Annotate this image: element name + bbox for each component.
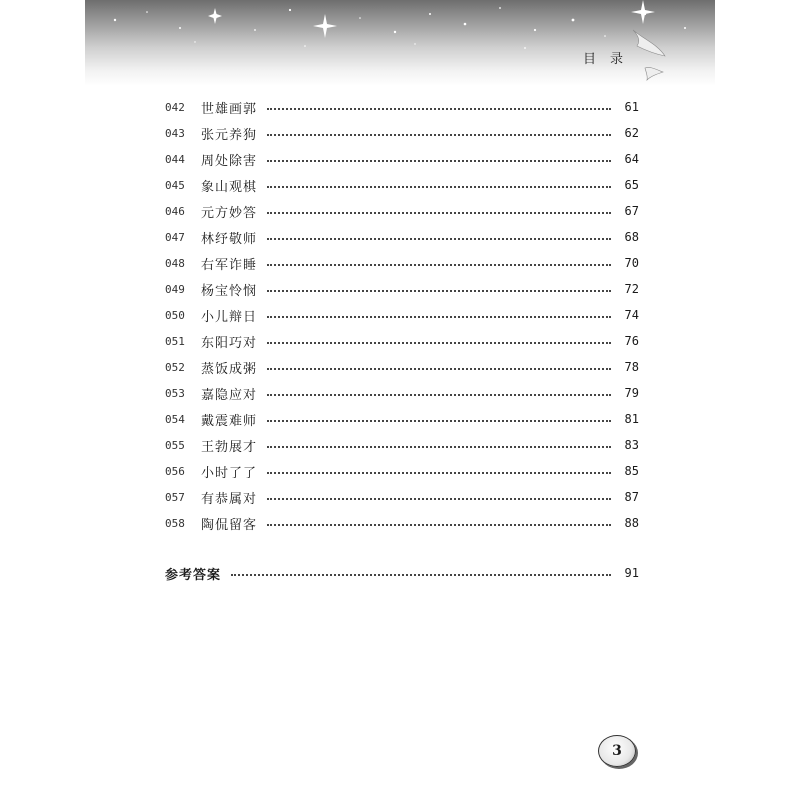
dot-leader [267,498,611,500]
entry-number: 043 [165,126,185,140]
entry-title: 东阳巧对 [201,335,258,351]
dot-leader [267,342,611,344]
entry-page: 83 [624,438,639,452]
entry-number: 051 [165,334,185,348]
dove-icon [633,30,665,80]
entry-title: 蒸饭成粥 [201,361,258,377]
entry-number: 052 [165,360,185,374]
answers-title: 参考答案 [165,567,222,583]
toc-entry [165,354,639,380]
dot-leader [267,160,611,162]
dot-leader [267,134,611,136]
page-number-badge [598,735,636,767]
dot-leader [267,316,611,318]
entry-title: 元方妙答 [201,205,258,221]
dot-leader [267,446,611,448]
entry-number: 050 [165,308,185,322]
entry-page: 61 [624,100,639,114]
toc-entry [165,406,639,432]
dot-leader [231,574,611,576]
toc-entry [165,120,639,146]
entry-page: 87 [624,490,639,504]
book-page [85,0,715,800]
dot-leader [267,524,611,526]
entry-number: 057 [165,490,185,504]
entry-number: 046 [165,204,185,218]
entry-number: 047 [165,230,185,244]
dot-leader [267,108,611,110]
entry-number: 058 [165,516,185,530]
entry-title: 小儿辩日 [201,309,258,325]
toc-entry [165,302,639,328]
toc-entry [165,484,639,510]
entry-page: 68 [624,230,639,244]
dot-leader [267,394,611,396]
dot-leader [267,264,611,266]
page-header-title: 目录 [582,52,637,67]
toc-entry [165,276,639,302]
toc-entry [165,510,639,536]
entry-number: 042 [165,100,185,114]
toc-entry [165,380,639,406]
entry-number: 049 [165,282,185,296]
entry-page: 78 [624,360,639,374]
toc-entry [165,432,639,458]
entry-title: 周处除害 [201,153,258,169]
entry-page: 74 [624,308,639,322]
entry-number: 044 [165,152,185,166]
dot-leader [267,290,611,292]
entry-page: 62 [624,126,639,140]
entry-title: 有恭属对 [201,491,258,507]
entry-page: 65 [624,178,639,192]
entry-title: 戴震难师 [201,413,258,429]
starry-sky-decoration [85,0,715,86]
entry-title: 嘉隐应对 [201,387,258,403]
entry-page: 81 [624,412,639,426]
toc-entry [165,94,639,120]
entry-title: 右军诈睡 [201,257,258,273]
entry-number: 048 [165,256,185,270]
entry-page: 76 [624,334,639,348]
entry-title: 陶侃留客 [201,517,258,533]
dot-leader [267,212,611,214]
entry-title: 张元养狗 [201,127,258,143]
entry-page: 72 [624,282,639,296]
answers-entry [165,560,639,586]
dot-leader [267,420,611,422]
answers-page: 91 [624,566,639,580]
dot-leader [267,186,611,188]
entry-page: 79 [624,386,639,400]
entry-number: 055 [165,438,185,452]
entry-title: 杨宝怜悯 [201,283,258,299]
toc-entry [165,224,639,250]
toc-entry [165,172,639,198]
toc-entry [165,146,639,172]
entry-title: 林纾敬师 [201,231,258,247]
entry-number: 056 [165,464,185,478]
entry-title: 王勃展才 [201,439,258,455]
toc-entry [165,328,639,354]
entry-number: 054 [165,412,185,426]
entry-title: 小时了了 [201,465,258,481]
dot-leader [267,238,611,240]
toc-entry [165,458,639,484]
entry-page: 64 [624,152,639,166]
entry-number: 053 [165,386,185,400]
entry-page: 70 [624,256,639,270]
dot-leader [267,472,611,474]
toc-entry [165,198,639,224]
entry-page: 88 [624,516,639,530]
table-of-contents [165,94,639,536]
entry-title: 象山观棋 [201,179,258,195]
toc-entry [165,250,639,276]
page-number: 3 [612,743,622,759]
entry-page: 85 [624,464,639,478]
entry-page: 67 [624,204,639,218]
entry-title: 世雄画郭 [201,101,258,117]
entry-number: 045 [165,178,185,192]
header-banner [85,0,715,86]
dot-leader [267,368,611,370]
